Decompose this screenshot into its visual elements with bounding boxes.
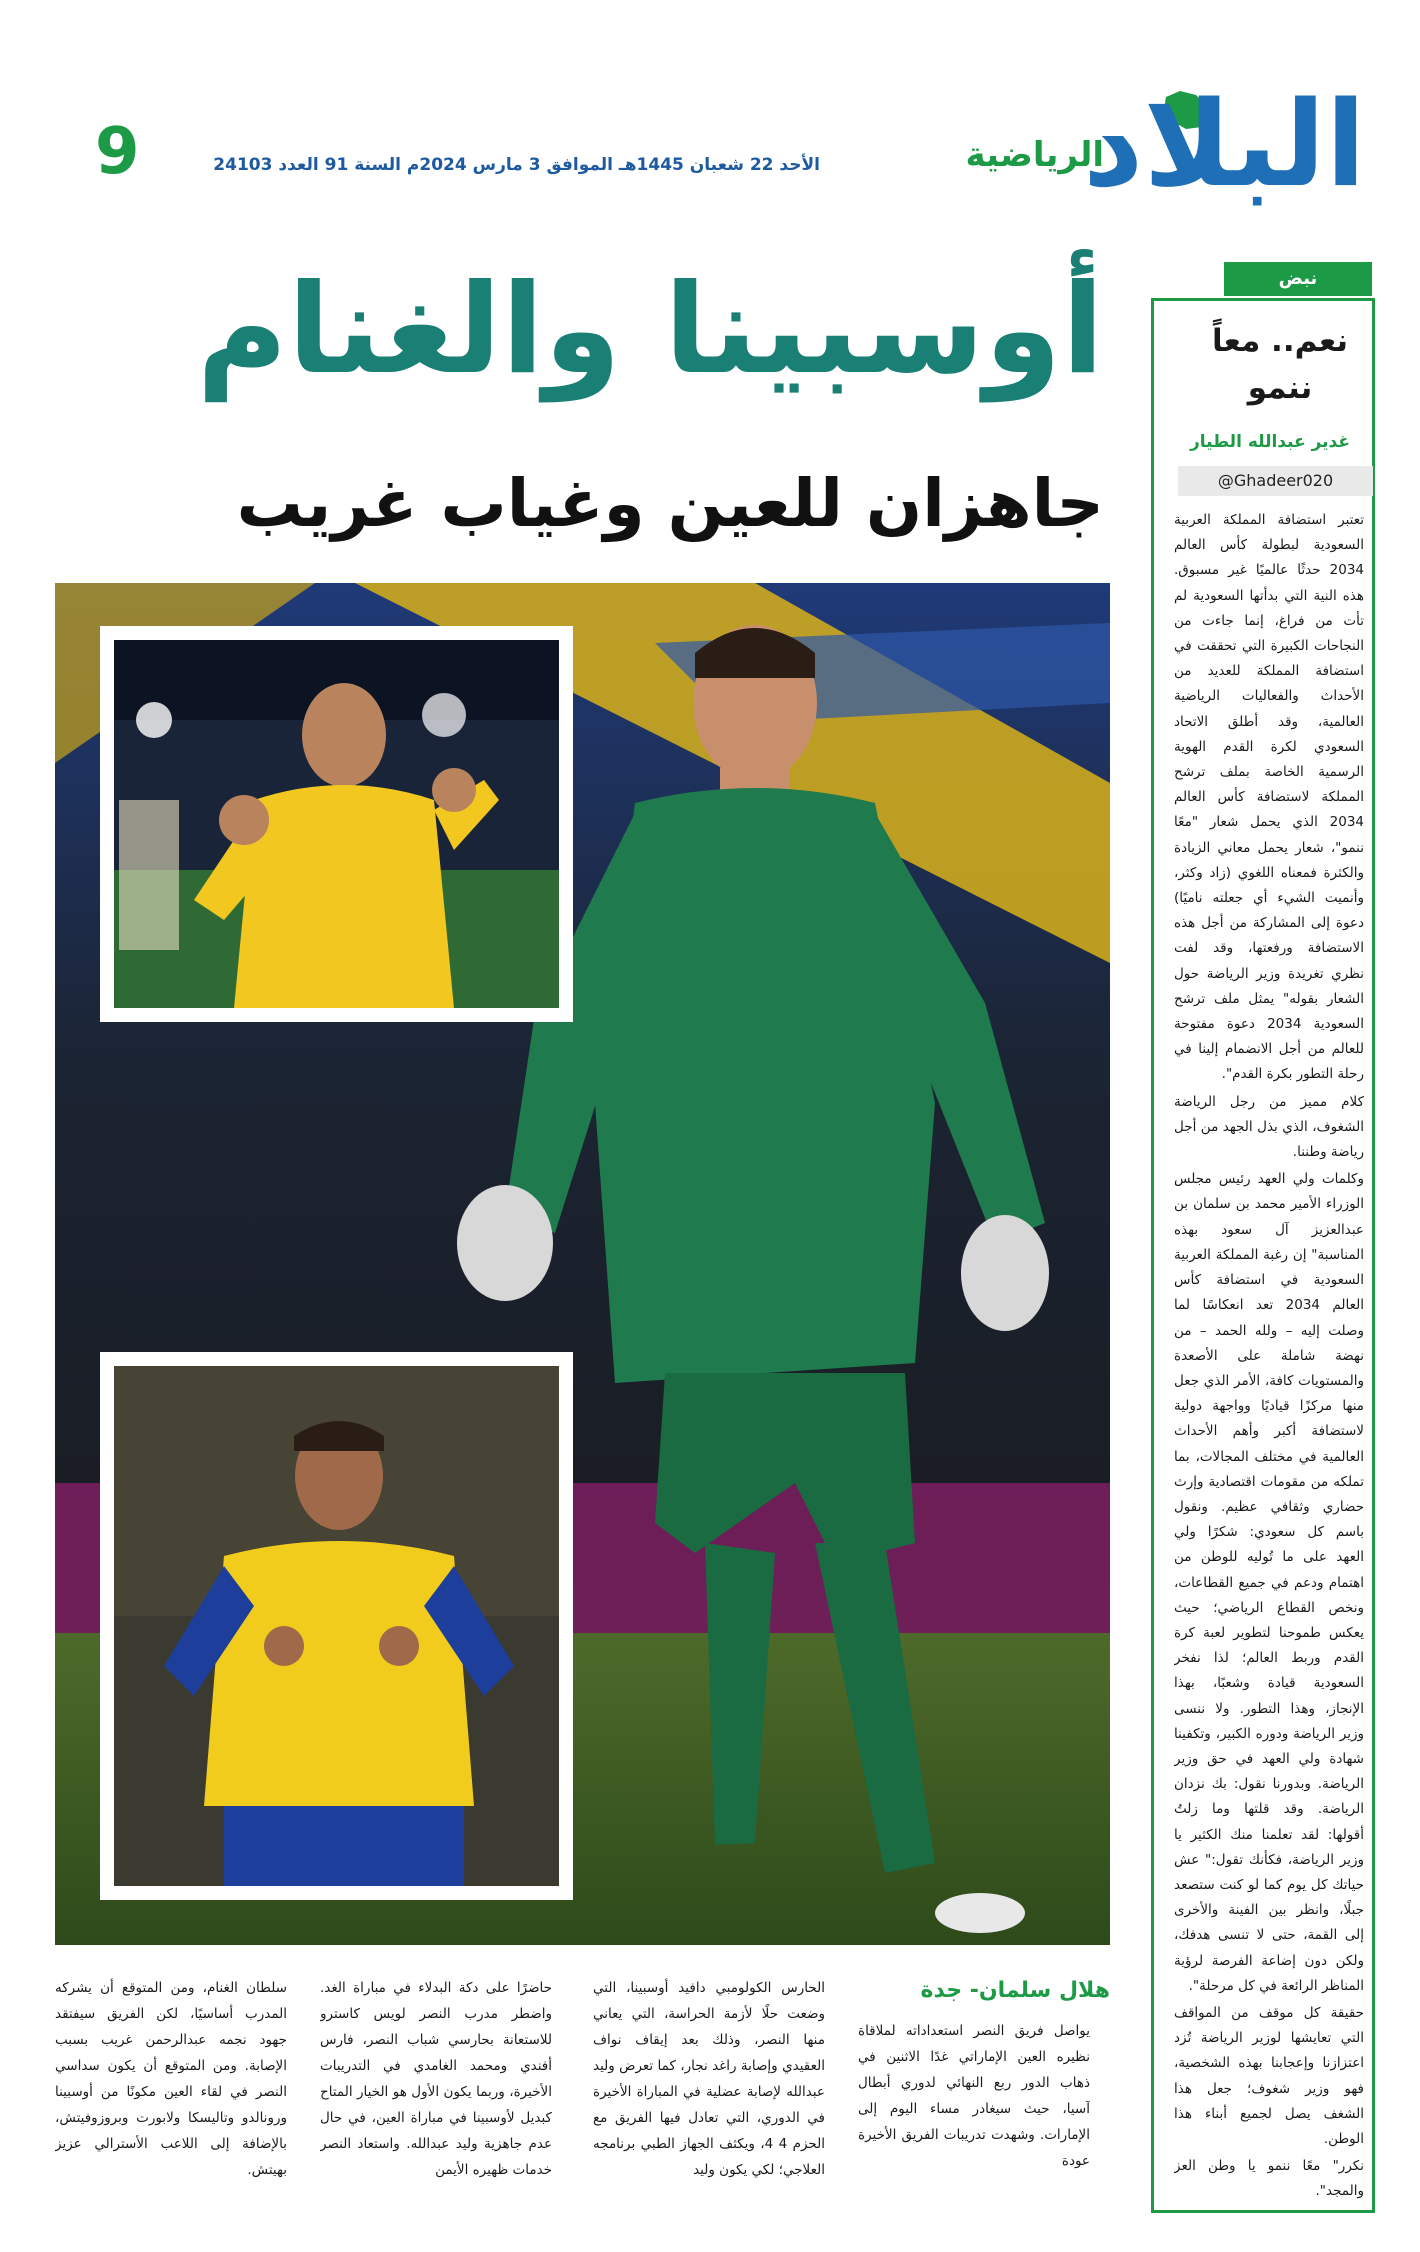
- dateline: الأحد 22 شعبان 1445هـ الموافق 3 مارس 2024م السنة 91 العدد 24103: [213, 155, 820, 175]
- column-paragraph: تعتبر استضافة المملكة العربية السعودية لبطولة كأس العالم 2034 حدثًا عالميًا غير مسبوق. هذه النية التي بدأتها السعودية لم تأت من فراغ، إنما جاءت من النجاحات الكبيرة التي تحققت في استضافة المملكة للعديد من الأحداث والفعاليات الرياضية العالمية، وقد أطلق الاتحاد السعودي لكرة القدم الهوية الرسمية الخاصة بملف ترشح المملكة لاستضافة كأس العالم 2034 الذي يحمل شعار "معًا ننمو"، شعار يحمل معاني الزيادة والكثرة فمعناه اللغوي (زاد وكثر، وأنميت الشيء أي جعلته ناميًا) دعوة إلى المشاركة من أجل هذه الاستضافة ورفعتها، وقد لفت نظري تغريدة وزير الرياضة حول الشعار بقوله" يمثل ملف ترشح السعودية 2034 دعوة مفتوحة للعالم من أجل الانضمام إلينا في رحلة التطور بكرة القدم".: [1174, 512, 1364, 1083]
- column-title: نعم.. معاً ننمو: [1211, 323, 1349, 406]
- article-text: سلطان الغنام، ومن المتوقع أن يشركه المدرب أساسيًا، لكن الفريق سيفتقد جهود نجمه عبدالرحمن غريب بسبب الإصابة. ومن المتوقع أن يكون سداسي النصر في لقاء العين مكونًا من أوسبينا ورونالدو وتاليسكا ولابورت وبروزوفيتش، بالإضافة إلى اللاعب الأسترالي عزيز بهيتش.: [55, 1980, 287, 2178]
- article-column-3: [320, 1975, 552, 2205]
- article-byline: هلال سلمان- جدة: [920, 1978, 1110, 2003]
- column-paragraph: وكلمات ولي العهد رئيس مجلس الوزراء الأمير محمد بن سلمان بن عبدالعزيز آل سعود بهذه المناسبة" إن رغبة المملكة العربية السعودية في استضافة كأس العالم 2034 تعد انعكاسًا لما وصلت إليه – ولله الحمد – من نهضة شاملة على الأصعدة والمستويات كافة، الأمر الذي جعل منها مركزًا قياديًا وواجهة دولية لاستضافة أكبر وأهم الأحداث العالمية في مختلف المجالات، بما تملكه من مقومات اقتصادية وإرث حضاري وثقافي عظيم. ونقول باسم كل سعودي: شكرًا ولي العهد على ما تُوليه للوطن من اهتمام ودعم في جميع القطاعات، ونخص القطاع الرياضي؛ حيث يعكس طموحنا لتطوير لعبة كرة القدم وربط العالم؛ لذا نفخر السعودية قيادة وشعبًا، بهذا الإنجاز، وهذا التطور. ولا ننسى وزير الرياضة ودوره الكبير، وتكفينا شهادة ولي العهد في حق وزير الرياضة. وبدورنا نقول: بك نزدان الرياضة. وقد قلتها وما زلتُ أقولها: لقد تعلمنا منك الكثير يا وزير الرياضة، فكأنك تقول:" عش حياتك كل يوم كما لو كنت ستصعد جبلًا، وانظر بين الفينة والأخرى إلى القمة، حتى لا تنسى هدفك، ولكن دون إضاعة الفرصة لرؤية المناظر الرائعة في كل مرحلة".: [1174, 1171, 1364, 1994]
- column-body: [1174, 508, 1364, 2208]
- player-photo-bottom-illustration: [114, 1366, 559, 1886]
- player-photo-bottom: [100, 1352, 573, 1900]
- column-paragraph: كلام مميز من رجل الرياضة الشغوف، الذي بذل الجهد من أجل رياضة وطننا.: [1174, 1093, 1364, 1161]
- article-text: حاضرًا على دكة البدلاء في مباراة الغد. واضطر مدرب النصر لويس كاسترو للاستعانة بحارسي شباب النصر، فارس أفندي ومحمد الغامدي في التدريبات الأخيرة، وربما يكون الأول هو الخيار المتاح كبديل لأوسبينا في مباراة العين، في حال عدم جاهزية وليد عبدالله. واستعاد النصر خدمات ظهيره الأيمن: [320, 1980, 552, 2178]
- headline: أوسبينا والغنام: [196, 258, 1104, 402]
- column-tag: نبض: [1224, 262, 1372, 296]
- player-photo-top-illustration: [114, 640, 559, 1008]
- column-paragraph: نكرر" معًا ننمو يا وطن العز والمجد".: [1174, 2158, 1364, 2200]
- section-label: الرياضية: [965, 135, 1104, 175]
- article-column-4: [55, 1975, 287, 2205]
- column-paragraph: حقيقة كل موقف من المواقف التي تعايشها لوزير الرياضة تُزد اعتزازنا وإعجابنا بهذه الشخصية، فهو وزير شغوف؛ جعل هذا الشغف يصل لجميع أبناء هذا الوطن.: [1174, 2004, 1364, 2147]
- article-text: الحارس الكولومبي دافيد أوسبينا، التي وضعت حلًا لأزمة الحراسة، التي يعاني منها النصر، وذلك بعد إيقاف نواف العقيدي وإصابة راغد نجار، كما تعرض وليد عبدالله لإصابة عضلية في المباراة الأخيرة في الدوري، التي تعادل فيها الفريق مع الحزم 4 4، ويكثف الجهاز الطبي برنامجه العلاجي؛ لكي يكون وليد: [593, 1980, 825, 2178]
- logo-wordmark: البلاد: [1082, 75, 1366, 213]
- subheadline: جاهزان للعين وغياب غريب: [236, 465, 1104, 542]
- article-column-2: [593, 1975, 825, 2205]
- article-column-1: [858, 2018, 1090, 2208]
- article-text: يواصل فريق النصر استعداداته لملاقاة نظيره العين الإماراتي غدًا الاثنين في ذهاب الدور ربع النهائي لدوري أبطال آسيا، حيث سيغادر مساء اليوم إلى الإمارات. وشهدت تدريبات الفريق الأخيرة عودة: [858, 2023, 1090, 2169]
- page-number: 9: [95, 115, 140, 189]
- newspaper-logo: [1082, 75, 1366, 213]
- column-author: غدير عبدالله الطيار: [1190, 432, 1350, 452]
- player-photo-top: [100, 626, 573, 1022]
- author-twitter-handle[interactable]: @Ghadeer020: [1178, 466, 1373, 496]
